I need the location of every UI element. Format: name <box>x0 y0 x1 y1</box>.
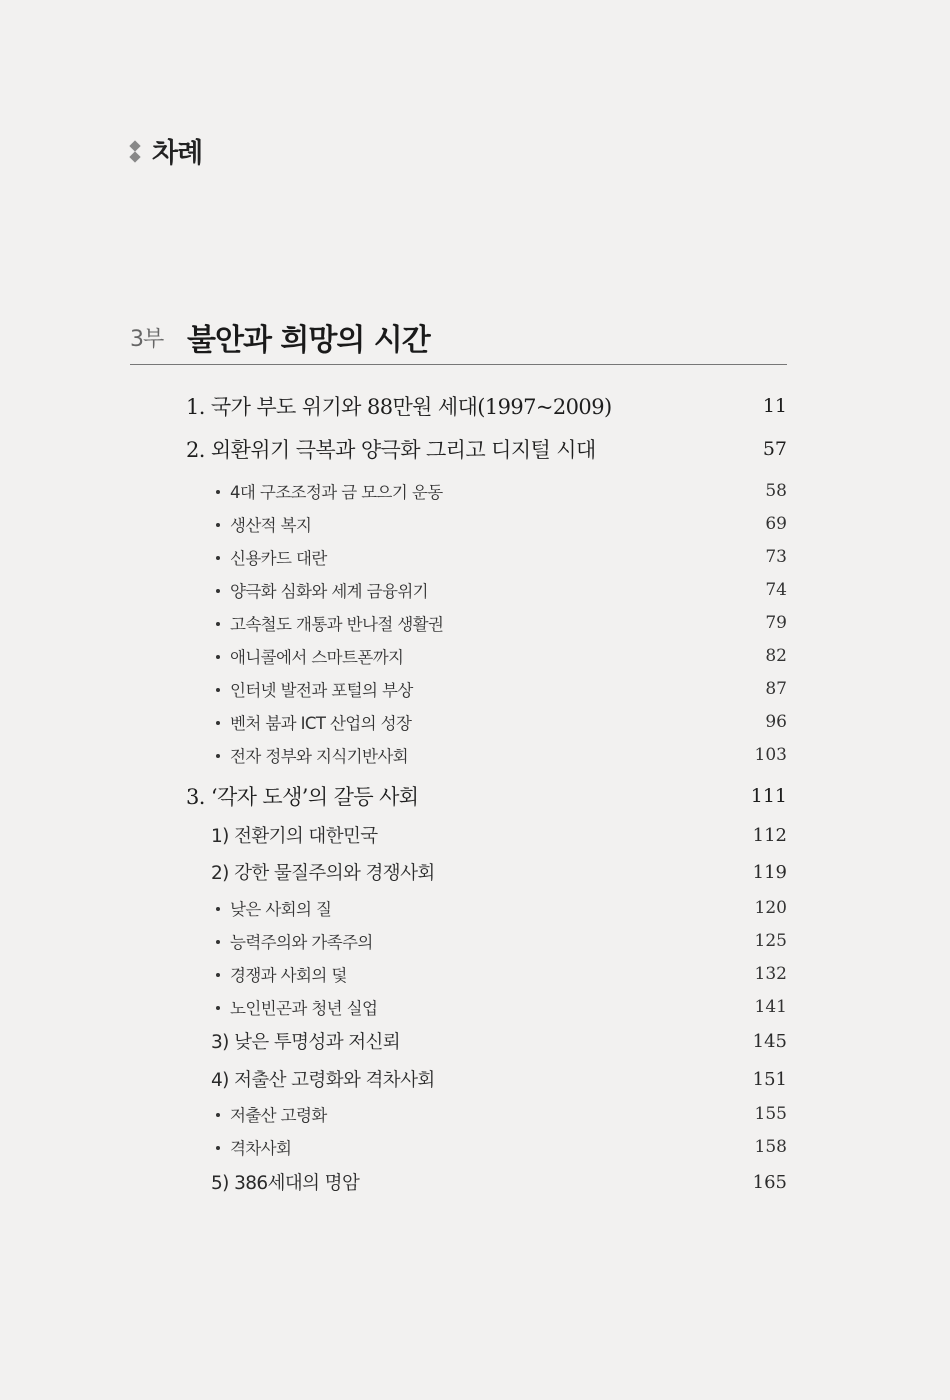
entry-label: 벤처 붐과 ICT 산업의 성장 <box>230 714 412 733</box>
toc-entry-section[interactable] <box>0 1169 950 1195</box>
bullet-dot-icon <box>216 688 220 692</box>
toc-entry-bullet[interactable] <box>0 962 950 986</box>
entry-page: 82 <box>765 646 787 666</box>
entry-label: 애니콜에서 스마트폰까지 <box>230 648 404 667</box>
entry-page: 119 <box>752 861 787 883</box>
toc-entry-bullet[interactable] <box>0 644 950 668</box>
entry-label: 신용카드 대란 <box>230 549 327 568</box>
entry-page: 57 <box>762 438 787 460</box>
part-header <box>130 312 787 362</box>
bullet-dot-icon <box>216 907 220 911</box>
bullet-dot-icon <box>216 754 220 758</box>
toc-entry-bullet[interactable] <box>0 929 950 953</box>
entry-page: 69 <box>765 514 787 534</box>
bullet-dot-icon <box>216 490 220 494</box>
entry-label: 1. 국가 부도 위기와 88만원 세대(1997~2009) <box>186 395 612 419</box>
entry-label: 2. 외환위기 극복과 양극화 그리고 디지털 시대 <box>186 438 596 462</box>
entry-page: 151 <box>752 1068 787 1090</box>
entry-page: 58 <box>765 481 787 501</box>
entry-label: 4대 구조조정과 금 모으기 운동 <box>230 483 443 502</box>
toc-entry-bullet[interactable] <box>0 710 950 734</box>
entry-label: 인터넷 발전과 포털의 부상 <box>230 681 413 700</box>
toc-heading <box>130 130 202 170</box>
entry-label: 전자 정부와 지식기반사회 <box>230 747 409 766</box>
bullet-dot-icon <box>216 1113 220 1117</box>
entry-page: 145 <box>752 1030 787 1052</box>
toc-entry-bullet[interactable] <box>0 677 950 701</box>
part-title: 불안과 희망의 시간 <box>187 323 430 358</box>
entry-label: 3. ‘각자 도생’의 갈등 사회 <box>186 785 419 809</box>
entry-page: 141 <box>754 997 787 1017</box>
entry-label: 생산적 복지 <box>230 516 312 535</box>
entry-page: 87 <box>765 679 787 699</box>
toc-entry-section[interactable] <box>0 822 950 848</box>
toc-entry-bullet[interactable] <box>0 578 950 602</box>
toc-entry-section[interactable] <box>0 1028 950 1054</box>
entry-page: 73 <box>765 547 787 567</box>
toc-entry-chapter[interactable] <box>0 782 950 810</box>
bullet-dot-icon <box>216 1146 220 1150</box>
entry-page: 11 <box>762 395 787 417</box>
bullet-dot-icon <box>216 1006 220 1010</box>
entry-page: 120 <box>754 898 787 918</box>
entry-label: 낮은 사회의 질 <box>230 900 332 919</box>
part-divider <box>130 364 787 365</box>
entry-page: 96 <box>765 712 787 732</box>
bullet-dot-icon <box>216 589 220 593</box>
entry-page: 74 <box>765 580 787 600</box>
bullet-dot-icon <box>216 655 220 659</box>
toc-entry-section[interactable] <box>0 1066 950 1092</box>
bullet-dot-icon <box>216 721 220 725</box>
diamond-ornament-icon <box>130 136 142 164</box>
entry-page: 111 <box>750 785 787 807</box>
entry-label: 능력주의와 가족주의 <box>230 933 373 952</box>
toc-entry-bullet[interactable] <box>0 545 950 569</box>
toc-entry-bullet[interactable] <box>0 896 950 920</box>
entry-label: 2) 강한 물질주의와 경쟁사회 <box>211 863 435 884</box>
entry-page: 112 <box>752 824 787 846</box>
toc-entry-bullet[interactable] <box>0 479 950 503</box>
toc-entry-section[interactable] <box>0 859 950 885</box>
entry-page: 158 <box>754 1137 787 1157</box>
part-number: 3부 <box>130 326 164 352</box>
bullet-dot-icon <box>216 940 220 944</box>
toc-entry-bullet[interactable] <box>0 611 950 635</box>
toc-entry-bullet[interactable] <box>0 1135 950 1159</box>
toc-title: 차례 <box>152 137 203 169</box>
entry-label: 양극화 심화와 세계 금융위기 <box>230 582 429 601</box>
entry-label: 저출산 고령화 <box>230 1106 327 1125</box>
bullet-dot-icon <box>216 973 220 977</box>
entry-label: 고속철도 개통과 반나절 생활권 <box>230 615 444 634</box>
entry-page: 125 <box>754 931 787 951</box>
bullet-dot-icon <box>216 622 220 626</box>
entry-page: 79 <box>765 613 787 633</box>
entry-label: 1) 전환기의 대한민국 <box>211 826 378 847</box>
toc-entry-chapter[interactable] <box>0 392 950 420</box>
bullet-dot-icon <box>216 556 220 560</box>
entry-label: 노인빈곤과 청년 실업 <box>230 999 378 1018</box>
toc-entry-bullet[interactable] <box>0 995 950 1019</box>
entry-page: 165 <box>752 1171 787 1193</box>
entry-label: 격차사회 <box>230 1139 292 1158</box>
bullet-dot-icon <box>216 523 220 527</box>
entry-label: 3) 낮은 투명성과 저신뢰 <box>211 1032 401 1053</box>
entry-page: 103 <box>754 745 787 765</box>
toc-entry-bullet[interactable] <box>0 512 950 536</box>
entry-label: 5) 386세대의 명암 <box>211 1173 360 1194</box>
entry-page: 132 <box>754 964 787 984</box>
entry-label: 경쟁과 사회의 덫 <box>230 966 347 985</box>
entry-page: 155 <box>754 1104 787 1124</box>
toc-entry-bullet[interactable] <box>0 743 950 767</box>
entry-label: 4) 저출산 고령화와 격차사회 <box>211 1070 435 1091</box>
toc-entry-chapter[interactable] <box>0 435 950 463</box>
toc-entry-bullet[interactable] <box>0 1102 950 1126</box>
